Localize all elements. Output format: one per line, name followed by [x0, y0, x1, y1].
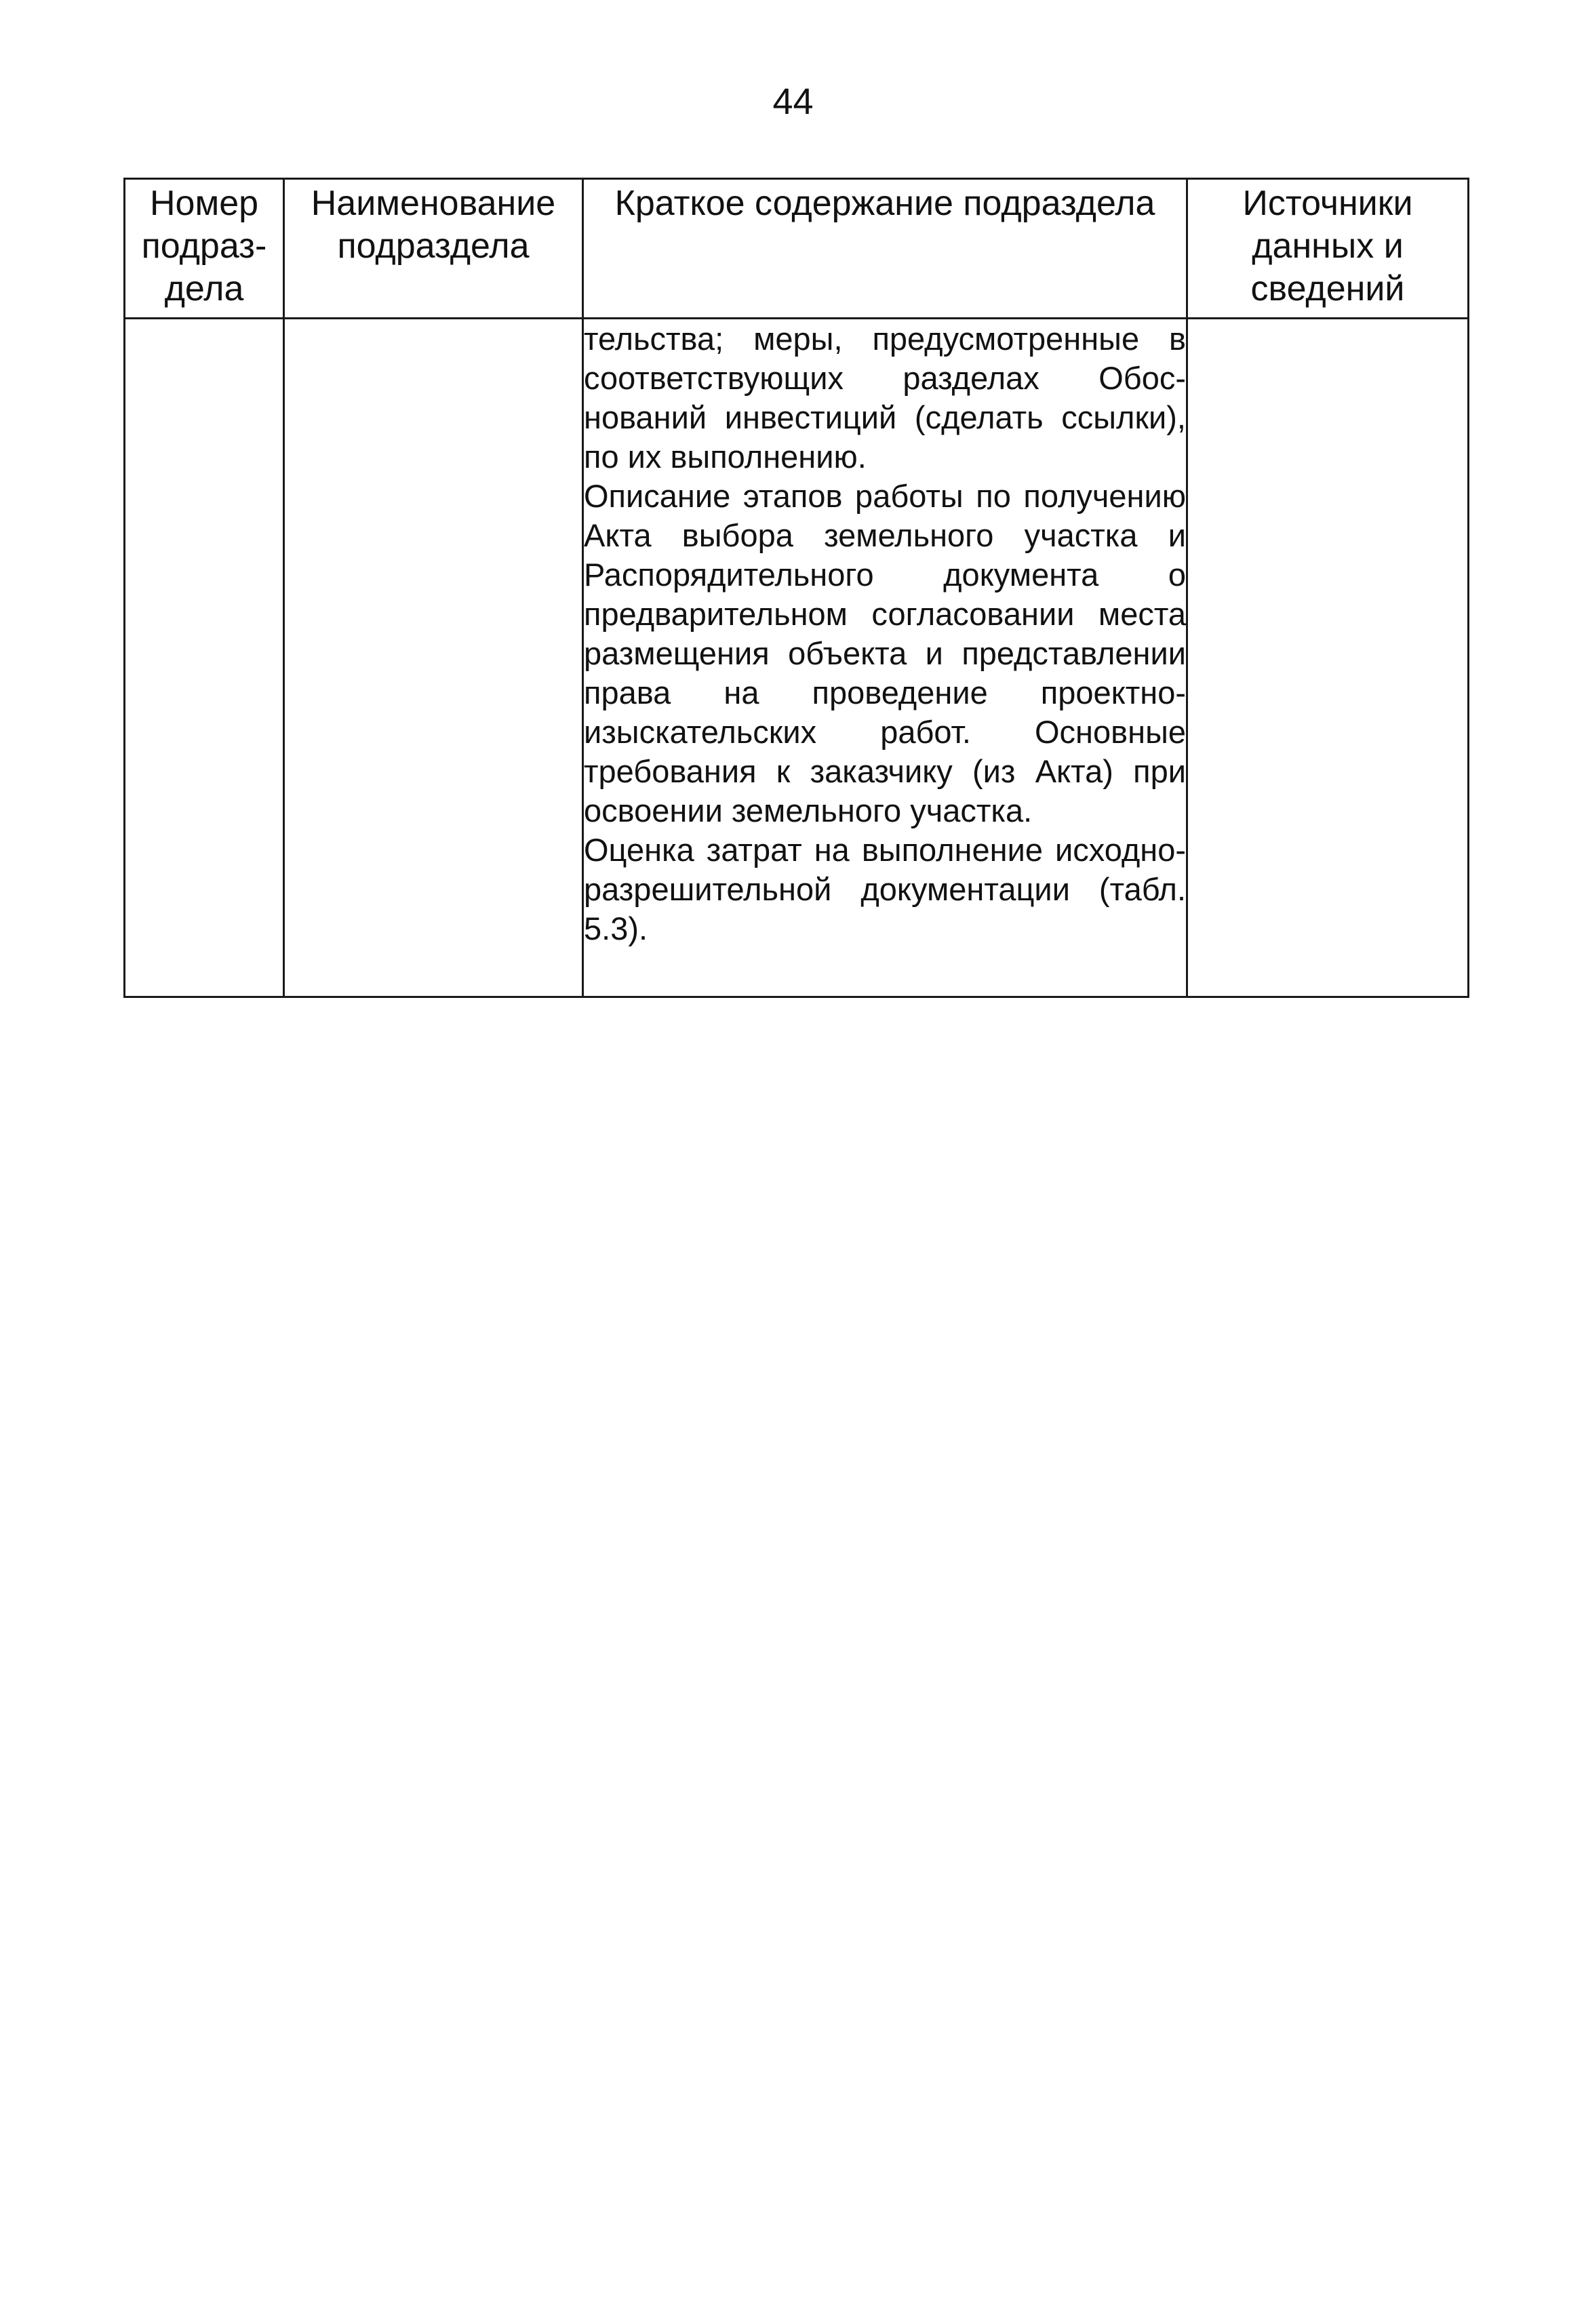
- cell-subsection-number: [125, 319, 284, 997]
- page-number: 44: [772, 81, 814, 122]
- table-header-row: [125, 179, 1469, 319]
- header-subsection-summary: Краткое содержание подраздела: [583, 179, 1187, 319]
- summary-paragraph: Описание этапов работы по получению Акта выбора земельного участка и Распорядительного документа о предварительном согласовании места размещения объекта и представлении права на проведение проектно-изыскательских работ. Основные требования к заказчику (из Акта) при освоении земельного участка.: [584, 478, 1186, 828]
- summary-paragraph: Оценка затрат на выполнение исходно-разрешительной документации (табл. 5.3).: [584, 832, 1186, 946]
- summary-paragraph: тельства; меры, предусмотренные в соответствующих разделах Обоснований инвестиций (сделать ссылки), по их выполнению.: [584, 321, 1186, 475]
- cell-subsection-summary: [583, 319, 1187, 997]
- header-subsection-name: Наименование подраздела: [284, 179, 583, 319]
- header-subsection-number: Номер подраздела: [125, 179, 284, 319]
- cell-subsection-name: [284, 319, 583, 997]
- table-row: [125, 319, 1469, 997]
- cell-data-sources: [1187, 319, 1469, 997]
- header-data-sources: Источники данных и сведений: [1187, 179, 1469, 319]
- subsections-table: [123, 178, 1469, 998]
